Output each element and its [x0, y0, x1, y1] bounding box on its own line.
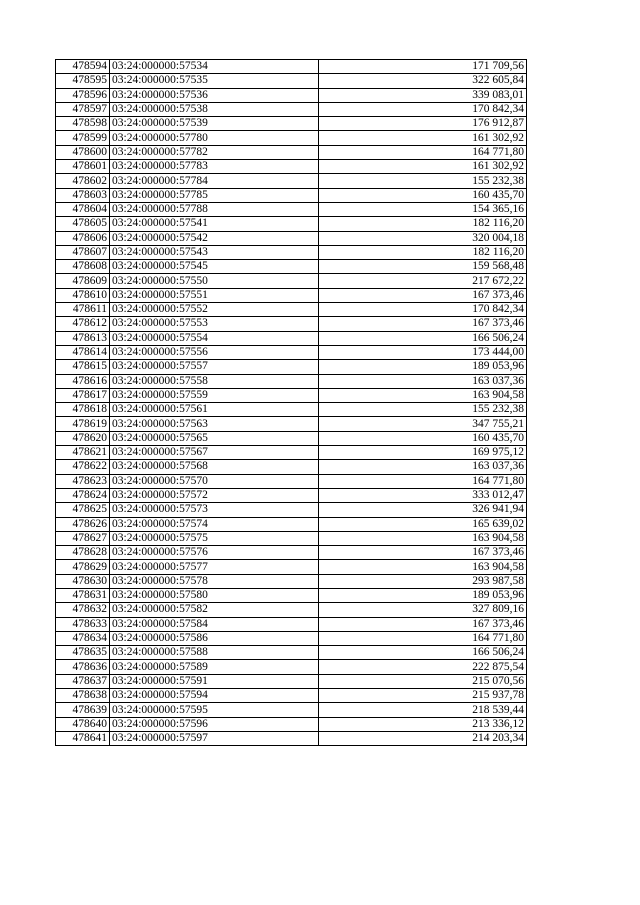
value-cell: 159 568,48	[319, 260, 527, 274]
row-number-cell: 478607	[56, 245, 110, 259]
value-cell: 222 875,54	[319, 660, 527, 674]
table-row	[56, 260, 527, 274]
table-row	[56, 474, 527, 488]
cadastral-number-cell: 03:24:000000:57577	[110, 560, 319, 574]
table-row	[56, 160, 527, 174]
table-row	[56, 331, 527, 345]
row-number-cell: 478616	[56, 374, 110, 388]
value-cell: 218 539,44	[319, 703, 527, 717]
table-row	[56, 588, 527, 602]
cadastral-number-cell: 03:24:000000:57561	[110, 403, 319, 417]
table-row	[56, 689, 527, 703]
table-row	[56, 74, 527, 88]
cadastral-number-cell: 03:24:000000:57539	[110, 117, 319, 131]
row-number-cell: 478637	[56, 674, 110, 688]
cadastral-number-cell: 03:24:000000:57595	[110, 703, 319, 717]
cadastral-number-cell: 03:24:000000:57568	[110, 460, 319, 474]
cadastral-number-cell: 03:24:000000:57550	[110, 274, 319, 288]
cadastral-number-cell: 03:24:000000:57535	[110, 74, 319, 88]
row-number-cell: 478602	[56, 174, 110, 188]
cadastral-number-cell: 03:24:000000:57534	[110, 60, 319, 74]
table-row	[56, 488, 527, 502]
table-row	[56, 217, 527, 231]
value-cell: 166 506,24	[319, 331, 527, 345]
cadastral-number-cell: 03:24:000000:57542	[110, 231, 319, 245]
value-cell: 163 904,58	[319, 560, 527, 574]
row-number-cell: 478604	[56, 202, 110, 216]
row-number-cell: 478623	[56, 474, 110, 488]
row-number-cell: 478615	[56, 360, 110, 374]
value-cell: 164 771,80	[319, 631, 527, 645]
row-number-cell: 478595	[56, 74, 110, 88]
row-number-cell: 478609	[56, 274, 110, 288]
table-row	[56, 374, 527, 388]
row-number-cell: 478635	[56, 646, 110, 660]
row-number-cell: 478632	[56, 603, 110, 617]
cadastral-number-cell: 03:24:000000:57580	[110, 588, 319, 602]
value-cell: 189 053,96	[319, 360, 527, 374]
cadastral-number-cell: 03:24:000000:57572	[110, 488, 319, 502]
value-cell: 165 639,02	[319, 517, 527, 531]
value-cell: 326 941,94	[319, 503, 527, 517]
row-number-cell: 478638	[56, 689, 110, 703]
row-number-cell: 478630	[56, 574, 110, 588]
value-cell: 215 070,56	[319, 674, 527, 688]
row-number-cell: 478598	[56, 117, 110, 131]
row-number-cell: 478636	[56, 660, 110, 674]
row-number-cell: 478617	[56, 388, 110, 402]
row-number-cell: 478628	[56, 546, 110, 560]
table-row	[56, 503, 527, 517]
cadastral-number-cell: 03:24:000000:57567	[110, 446, 319, 460]
table-row	[56, 703, 527, 717]
cadastral-number-cell: 03:24:000000:57541	[110, 217, 319, 231]
row-number-cell: 478614	[56, 345, 110, 359]
cadastral-number-cell: 03:24:000000:57785	[110, 188, 319, 202]
row-number-cell: 478618	[56, 403, 110, 417]
cadastral-number-cell: 03:24:000000:57551	[110, 288, 319, 302]
value-cell: 167 373,46	[319, 546, 527, 560]
table-row	[56, 60, 527, 74]
row-number-cell: 478611	[56, 303, 110, 317]
cadastral-number-cell: 03:24:000000:57563	[110, 417, 319, 431]
cadastral-number-cell: 03:24:000000:57536	[110, 88, 319, 102]
table-body	[56, 60, 527, 746]
value-cell: 163 904,58	[319, 531, 527, 545]
table-row	[56, 274, 527, 288]
value-cell: 170 842,34	[319, 102, 527, 116]
cadastral-number-cell: 03:24:000000:57554	[110, 331, 319, 345]
row-number-cell: 478603	[56, 188, 110, 202]
cadastral-number-cell: 03:24:000000:57543	[110, 245, 319, 259]
cadastral-number-cell: 03:24:000000:57557	[110, 360, 319, 374]
value-cell: 213 336,12	[319, 717, 527, 731]
cadastral-number-cell: 03:24:000000:57589	[110, 660, 319, 674]
table-row	[56, 546, 527, 560]
value-cell: 164 771,80	[319, 145, 527, 159]
cadastral-number-cell: 03:24:000000:57574	[110, 517, 319, 531]
value-cell: 167 373,46	[319, 617, 527, 631]
row-number-cell: 478640	[56, 717, 110, 731]
table-row	[56, 660, 527, 674]
table-row	[56, 188, 527, 202]
table-row	[56, 403, 527, 417]
cadastral-number-cell: 03:24:000000:57558	[110, 374, 319, 388]
cadastral-value-table	[55, 59, 527, 746]
table-row	[56, 446, 527, 460]
value-cell: 155 232,38	[319, 403, 527, 417]
table-row	[56, 517, 527, 531]
value-cell: 189 053,96	[319, 588, 527, 602]
value-cell: 217 672,22	[319, 274, 527, 288]
cadastral-number-cell: 03:24:000000:57545	[110, 260, 319, 274]
cadastral-number-cell: 03:24:000000:57588	[110, 646, 319, 660]
value-cell: 170 842,34	[319, 303, 527, 317]
value-cell: 163 037,36	[319, 460, 527, 474]
row-number-cell: 478620	[56, 431, 110, 445]
row-number-cell: 478613	[56, 331, 110, 345]
table-row	[56, 303, 527, 317]
value-cell: 160 435,70	[319, 188, 527, 202]
cadastral-number-cell: 03:24:000000:57565	[110, 431, 319, 445]
value-cell: 182 116,20	[319, 217, 527, 231]
value-cell: 160 435,70	[319, 431, 527, 445]
row-number-cell: 478597	[56, 102, 110, 116]
table-row	[56, 388, 527, 402]
row-number-cell: 478625	[56, 503, 110, 517]
table-row	[56, 417, 527, 431]
row-number-cell: 478622	[56, 460, 110, 474]
value-cell: 182 116,20	[319, 245, 527, 259]
cadastral-number-cell: 03:24:000000:57586	[110, 631, 319, 645]
table-row	[56, 288, 527, 302]
value-cell: 167 373,46	[319, 317, 527, 331]
cadastral-number-cell: 03:24:000000:57780	[110, 131, 319, 145]
row-number-cell: 478627	[56, 531, 110, 545]
value-cell: 322 605,84	[319, 74, 527, 88]
cadastral-number-cell: 03:24:000000:57597	[110, 731, 319, 745]
value-cell: 169 975,12	[319, 446, 527, 460]
cadastral-number-cell: 03:24:000000:57559	[110, 388, 319, 402]
cadastral-number-cell: 03:24:000000:57576	[110, 546, 319, 560]
value-cell: 166 506,24	[319, 646, 527, 660]
cadastral-number-cell: 03:24:000000:57552	[110, 303, 319, 317]
table-row	[56, 245, 527, 259]
cadastral-number-cell: 03:24:000000:57538	[110, 102, 319, 116]
table-row	[56, 631, 527, 645]
row-number-cell: 478594	[56, 60, 110, 74]
row-number-cell: 478608	[56, 260, 110, 274]
value-cell: 163 904,58	[319, 388, 527, 402]
table-row	[56, 345, 527, 359]
row-number-cell: 478601	[56, 160, 110, 174]
cadastral-number-cell: 03:24:000000:57556	[110, 345, 319, 359]
cadastral-number-cell: 03:24:000000:57782	[110, 145, 319, 159]
table-row	[56, 231, 527, 245]
value-cell: 347 755,21	[319, 417, 527, 431]
row-number-cell: 478639	[56, 703, 110, 717]
value-cell: 154 365,16	[319, 202, 527, 216]
value-cell: 327 809,16	[319, 603, 527, 617]
table-row	[56, 560, 527, 574]
value-cell: 155 232,38	[319, 174, 527, 188]
cadastral-number-cell: 03:24:000000:57783	[110, 160, 319, 174]
row-number-cell: 478626	[56, 517, 110, 531]
table-row	[56, 617, 527, 631]
table-row	[56, 360, 527, 374]
value-cell: 293 987,58	[319, 574, 527, 588]
cadastral-number-cell: 03:24:000000:57594	[110, 689, 319, 703]
row-number-cell: 478629	[56, 560, 110, 574]
cadastral-number-cell: 03:24:000000:57575	[110, 531, 319, 545]
cadastral-number-cell: 03:24:000000:57573	[110, 503, 319, 517]
value-cell: 161 302,92	[319, 160, 527, 174]
table-row	[56, 88, 527, 102]
cadastral-number-cell: 03:24:000000:57788	[110, 202, 319, 216]
value-cell: 320 004,18	[319, 231, 527, 245]
table-row	[56, 117, 527, 131]
row-number-cell: 478599	[56, 131, 110, 145]
table-row	[56, 174, 527, 188]
cadastral-number-cell: 03:24:000000:57591	[110, 674, 319, 688]
row-number-cell: 478610	[56, 288, 110, 302]
table-row	[56, 102, 527, 116]
table-row	[56, 531, 527, 545]
table-row	[56, 731, 527, 745]
table-row	[56, 674, 527, 688]
row-number-cell: 478631	[56, 588, 110, 602]
value-cell: 164 771,80	[319, 474, 527, 488]
cadastral-number-cell: 03:24:000000:57570	[110, 474, 319, 488]
value-cell: 176 912,87	[319, 117, 527, 131]
value-cell: 339 083,01	[319, 88, 527, 102]
row-number-cell: 478624	[56, 488, 110, 502]
value-cell: 215 937,78	[319, 689, 527, 703]
row-number-cell: 478600	[56, 145, 110, 159]
table-row	[56, 131, 527, 145]
row-number-cell: 478596	[56, 88, 110, 102]
table-row	[56, 603, 527, 617]
row-number-cell: 478621	[56, 446, 110, 460]
cadastral-number-cell: 03:24:000000:57553	[110, 317, 319, 331]
cadastral-number-cell: 03:24:000000:57582	[110, 603, 319, 617]
value-cell: 333 012,47	[319, 488, 527, 502]
cadastral-number-cell: 03:24:000000:57584	[110, 617, 319, 631]
cadastral-number-cell: 03:24:000000:57596	[110, 717, 319, 731]
value-cell: 171 709,56	[319, 60, 527, 74]
value-cell: 167 373,46	[319, 288, 527, 302]
value-cell: 173 444,00	[319, 345, 527, 359]
row-number-cell: 478619	[56, 417, 110, 431]
row-number-cell: 478612	[56, 317, 110, 331]
row-number-cell: 478605	[56, 217, 110, 231]
value-cell: 163 037,36	[319, 374, 527, 388]
value-cell: 161 302,92	[319, 131, 527, 145]
table-row	[56, 574, 527, 588]
cadastral-number-cell: 03:24:000000:57578	[110, 574, 319, 588]
value-cell: 214 203,34	[319, 731, 527, 745]
table-row	[56, 460, 527, 474]
table-row	[56, 317, 527, 331]
table-row	[56, 646, 527, 660]
cadastral-number-cell: 03:24:000000:57784	[110, 174, 319, 188]
table-row	[56, 145, 527, 159]
row-number-cell: 478641	[56, 731, 110, 745]
table-row	[56, 717, 527, 731]
row-number-cell: 478634	[56, 631, 110, 645]
row-number-cell: 478633	[56, 617, 110, 631]
row-number-cell: 478606	[56, 231, 110, 245]
table-row	[56, 431, 527, 445]
table-row	[56, 202, 527, 216]
